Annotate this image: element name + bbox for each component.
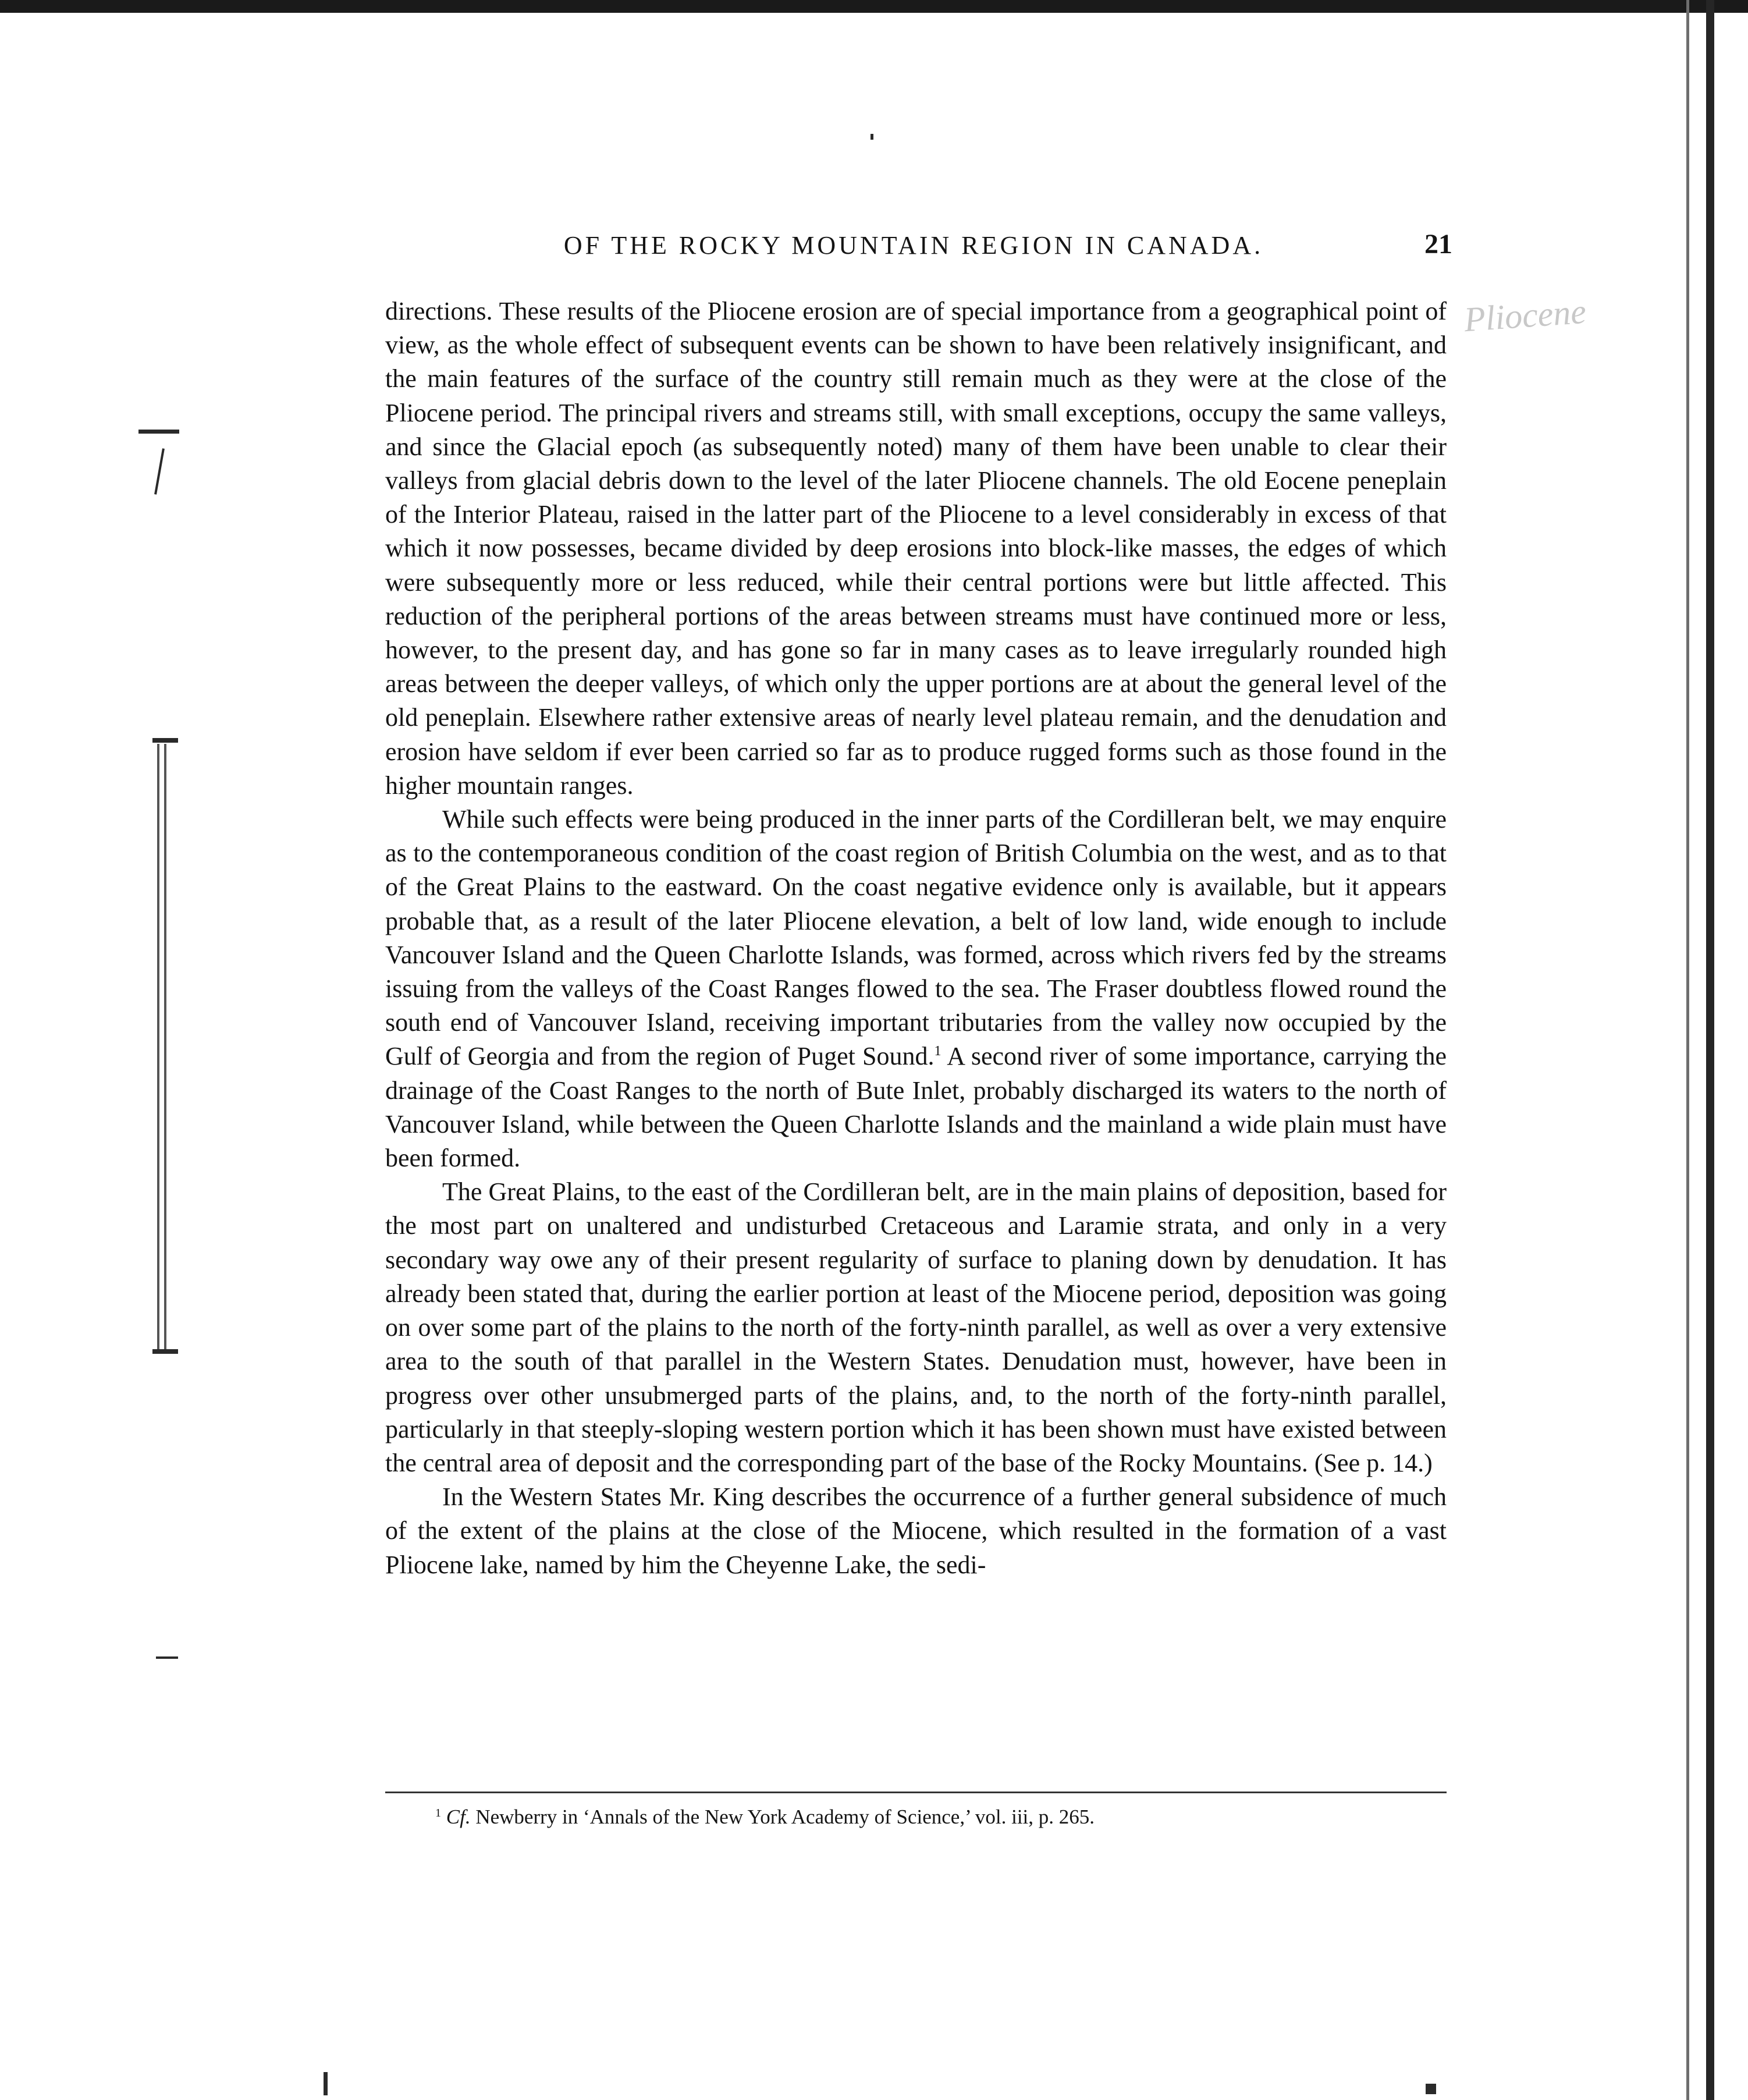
footnote-reference: 1 xyxy=(934,1044,941,1059)
margin-mark xyxy=(1426,2084,1436,2094)
paragraph: directions. These results of the Pliocene erosion are of special importance from a geographical point of view, as the whole effect of subsequent events can be shown to have been relatively insignificant, and the main features of the surface of the country still remain much as they were at the close of the Pliocene period. The principal rivers and streams still, with small exceptions, occupy the same valleys, and since the Glacial epoch (as subsequently noted) many of them have been unable to clear their valleys from glacial debris down to the level of the later Pliocene channels. The old Eocene peneplain of the Interior Plateau, raised in the latter part of the Pliocene to a level considerably in excess of that which it now possesses, became divided by deep erosions into block-like masses, the edges of which were subsequently more or less reduced, while their central portions were but little affected. This reduction of the peripheral portions of the areas between streams must have continued more or less, however, to the present day, and has gone so far in many cases as to leave irregularly rounded high areas between the deeper valleys, of which only the upper portions are at about the general level of the old peneplain. Elsewhere rather extensive areas of nearly level plateau remain, and the denudation and erosion have seldom if ever been carried so far as to produce rugged forms such as those found in the higher mountain ranges. xyxy=(385,297,1447,800)
paragraph xyxy=(385,803,1447,1175)
page-top-border xyxy=(0,0,1748,13)
margin-mark xyxy=(871,134,873,140)
margin-mark xyxy=(152,1349,178,1354)
paragraph-text: A second river of some importance, carrying the drainage of the Coast Ranges to the north of Bute Inlet, probably discharged its waters to the north of Vancouver Island, while between the Queen Charlotte Islands and the mainland a wide plain must have been formed. xyxy=(385,1042,1447,1173)
handwritten-margin-note: Pliocene xyxy=(1462,292,1587,339)
margin-mark xyxy=(324,2072,328,2095)
footnote xyxy=(435,1804,1448,1830)
page-number: 21 xyxy=(1424,229,1452,260)
running-title: OF THE ROCKY MOUNTAIN REGION IN CANADA. xyxy=(563,231,1264,260)
margin-mark xyxy=(156,1656,178,1659)
footnote-marker: 1 xyxy=(435,1807,441,1819)
footnote-text: Newberry in ‘Annals of the New York Academy of Science,’ vol. iii, p. 265. xyxy=(470,1805,1095,1828)
footnote-separator xyxy=(385,1792,1447,1793)
margin-mark xyxy=(152,738,178,743)
paragraph-text: While such effects were being produced in the inner parts of the Cordilleran belt, we may enquire as to the contemporaneous condition of the coast region of British Columbia on the west, and as to that of the Great Plains to the eastward. On the coast negative evidence only is available, but it appears probable that, as a result of the later Pliocene elevation, a belt of low land, wide enough to include Vancouver Island and the Queen Charlotte Islands, was formed, across which rivers fed by the streams issuing from the valleys of the Coast Ranges flowed to the sea. The Fraser doubtless flowed round the south end of Vancouver Island, receiving important tributaries from the valley now occupied by the Gulf of Georgia and from the region of Puget Sound. xyxy=(385,805,1447,1071)
paragraph: In the Western States Mr. King describes the occurrence of a further general subsidence of much of the extent of the plains at the close of the Miocene, which resulted in the formation of a vast Pliocene lake, named by him the Cheyenne Lake, the sedi- xyxy=(385,1482,1447,1579)
page-right-edge-line xyxy=(1686,0,1689,2100)
margin-mark xyxy=(138,430,179,434)
margin-mark xyxy=(164,744,166,1349)
page-right-border xyxy=(1706,0,1714,2100)
body-text xyxy=(385,295,1447,1582)
footnote-cf: Cf. xyxy=(446,1805,471,1828)
margin-mark xyxy=(154,448,165,494)
margin-mark xyxy=(157,744,159,1349)
paragraph: The Great Plains, to the east of the Cordilleran belt, are in the main plains of deposition, based for the most part on unaltered and undisturbed Cretaceous and Laramie strata, and only in a very secondary way owe any of their present regularity of surface to planing down by denudation. It has already been stated that, during the earlier portion at least of the Miocene period, deposition was going on over some part of the plains to the north of the forty-ninth parallel, as well as over a very extensive area to the south of that parallel in the Western States. Denudation must, however, have been in progress over other unsubmerged parts of the plains, and, to the north of the forty-ninth parallel, particularly in that steeply-sloping western portion which it has been shown must have existed between the central area of deposit and the corresponding part of the base of the Rocky Mountains. (See p. 14.) xyxy=(385,1177,1447,1477)
